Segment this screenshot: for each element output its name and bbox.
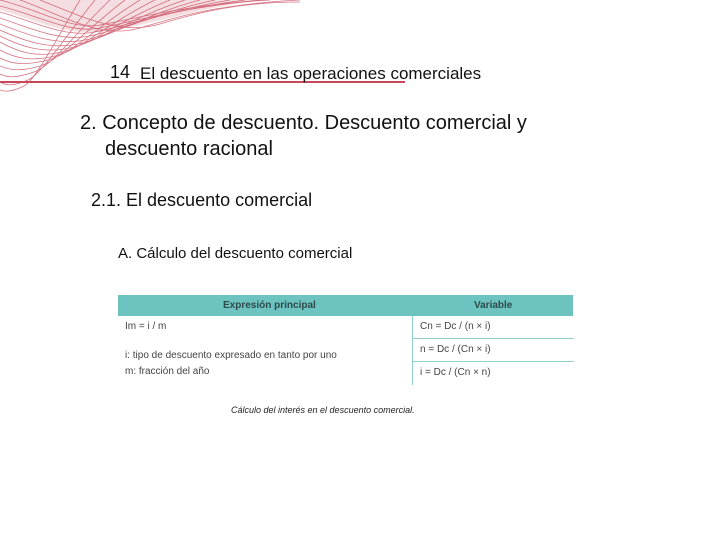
header-main-expression: Expresión principal xyxy=(223,300,316,311)
variable-formula-cn: Cn = Dc / (n × i) xyxy=(420,321,491,332)
variable-formula-i: i = Dc / (Cn × n) xyxy=(420,367,491,378)
variable-cell xyxy=(413,339,574,362)
header-variable: Variable xyxy=(474,300,513,311)
note-i: i: tipo de descuento expresado en tanto por uno xyxy=(125,350,337,361)
section-title-line1: 2. Concepto de descuento. Descuento comercial y xyxy=(80,112,527,134)
chapter-title: El descuento en las operaciones comerciales xyxy=(140,64,482,83)
variable-column xyxy=(412,316,574,385)
note-m: m: fracción del año xyxy=(125,366,210,377)
subsubsection-title: A. Cálculo del descuento comercial xyxy=(118,245,353,262)
subsection-title: 2.1. El descuento comercial xyxy=(91,190,313,210)
section-title-line2: descuento racional xyxy=(105,138,273,160)
table-caption: Cálculo del interés en el descuento comercial. xyxy=(231,405,415,415)
main-expression: Im = i / m xyxy=(125,321,167,332)
main-expression-column xyxy=(118,316,412,385)
formula-table xyxy=(118,295,573,385)
chapter-number: 14 xyxy=(110,62,131,82)
table-header xyxy=(118,295,573,316)
variable-cell xyxy=(413,362,574,384)
variable-formula-n: n = Dc / (Cn × i) xyxy=(420,344,491,355)
section-title xyxy=(80,110,640,162)
variable-cell xyxy=(413,316,574,339)
